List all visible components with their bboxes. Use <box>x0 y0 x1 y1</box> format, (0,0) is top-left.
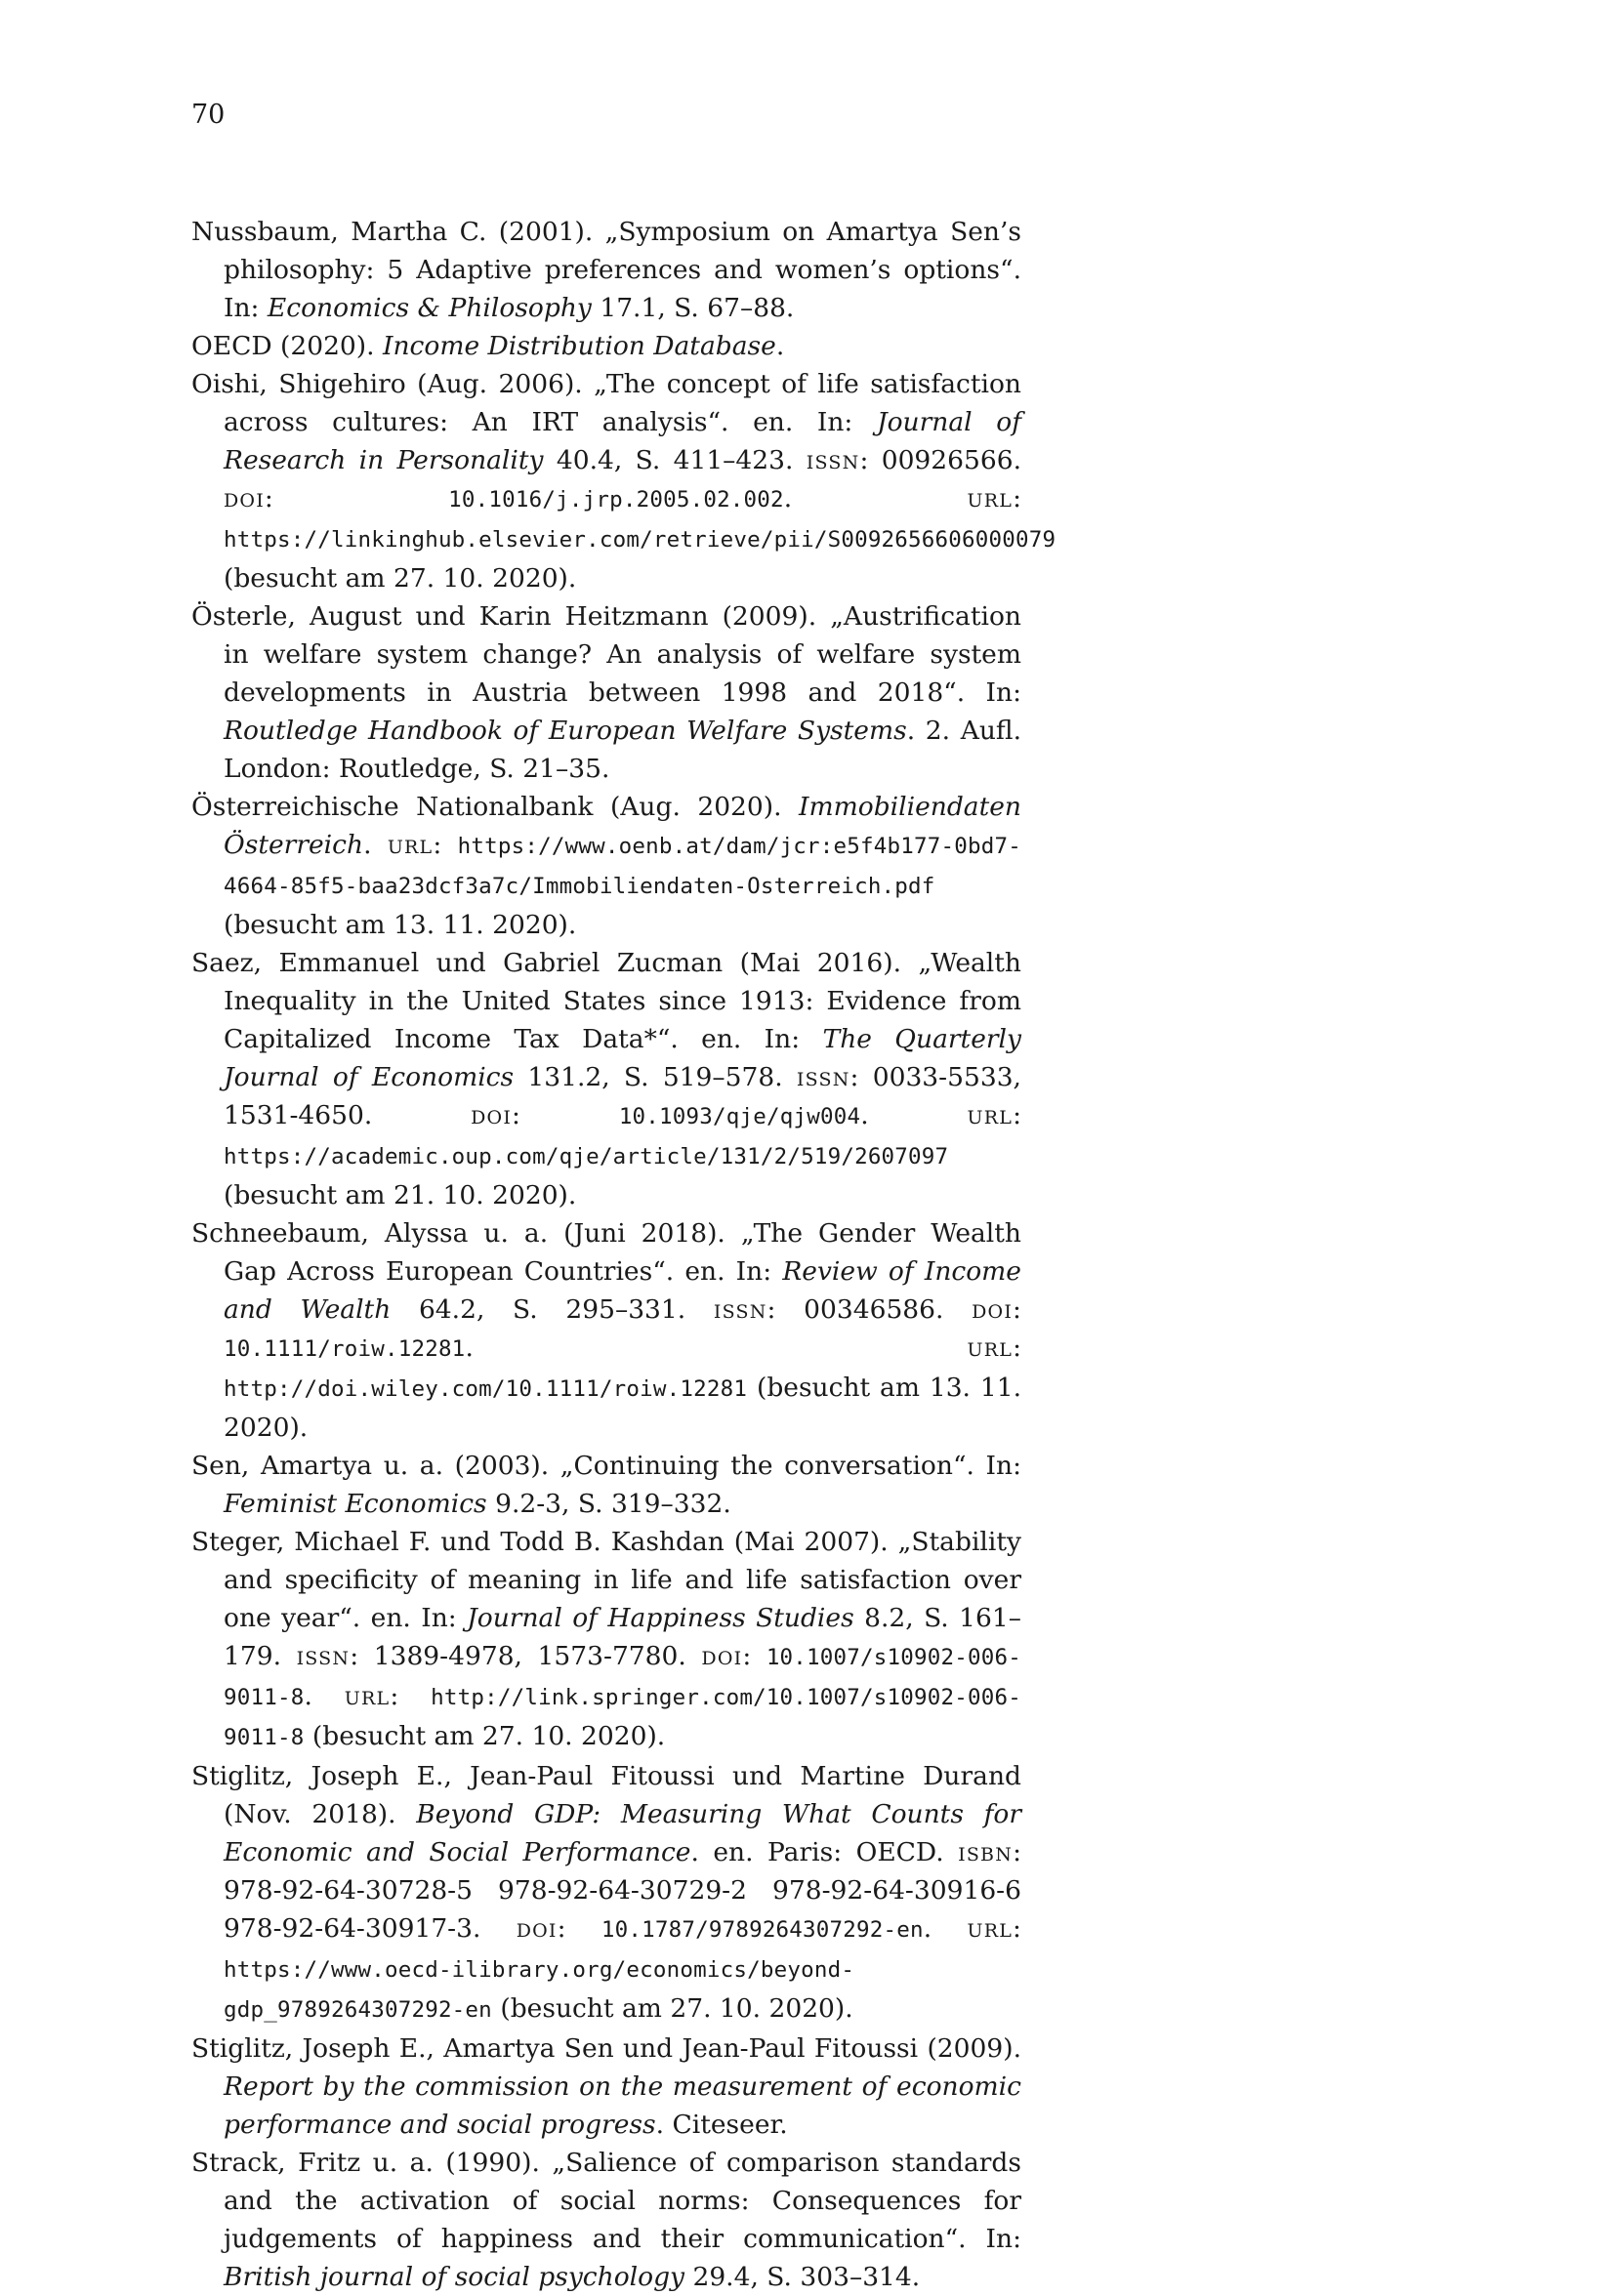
entry-tail: 40.4, S. 411–423. <box>543 445 807 475</box>
entry-text: Nussbaum, Martha C. (2001). „Symposium on Amartya Sen’s philosophy: 5 Adaptive preferences and women’s options“. In: <box>191 217 1021 323</box>
doi-label: doi <box>224 483 265 513</box>
doi-value: 10.1787/9789264307292-en <box>600 1917 924 1943</box>
issn-label: issn <box>713 1294 767 1325</box>
entry-text: Oishi, Shigehiro (Aug. 2006). „The concept of life satisfaction across cultures: An IRT analysis“. en. In: <box>191 369 1021 437</box>
entry-tail: 17.1, S. 67–88. <box>591 293 795 323</box>
page-number: 70 <box>191 100 226 130</box>
separator: : <box>433 830 458 860</box>
entry-journal: Report by the commission on the measurement of economic performance and social progress <box>224 2071 1021 2140</box>
entry-text: Strack, Fritz u. a. (1990). „Salience of comparison standards and the activation of social norms: Consequences for judgements of happiness and their communication“. In: <box>191 2148 1021 2254</box>
entry-text: Sen, Amartya u. a. (2003). „Continuing the conversation“. In: <box>191 1451 1021 1481</box>
entry-tail: . Citeseer. <box>655 2110 788 2140</box>
issn-value: : 00926566. <box>859 445 1022 475</box>
issn-label: issn <box>796 1062 850 1092</box>
url-label: url <box>344 1681 391 1711</box>
entry-tail: . 2. Aufl. London: Routledge, S. 21–35. <box>224 716 1021 784</box>
url-link[interactable]: http://link.springer.com/10.1007/s10902-006-9011-8 <box>224 1685 1021 1750</box>
entry-journal: The Quarterly Journal of Economics <box>224 1024 1022 1092</box>
entry-tail: 131.2, S. 519–578. <box>514 1062 797 1092</box>
entry-tail: 64.2, S. 295–331. <box>391 1294 714 1325</box>
entry-text: Steger, Michael F. und Todd B. Kashdan (Mai 2007). „Stability and specificity of meaning in life and life satisfaction over one year“. en. In: <box>191 1527 1021 1633</box>
entry-text: Stiglitz, Joseph E., Amartya Sen und Jean-Paul Fitoussi (2009). <box>191 2033 1021 2064</box>
issn-value: : 00346586. <box>766 1294 973 1325</box>
visited-date: (besucht am 21. 10. 2020). <box>224 1180 577 1210</box>
separator: : <box>557 1913 601 1944</box>
url-label: url <box>967 1100 1014 1130</box>
url-label: url <box>967 1332 1014 1363</box>
bib-entry-stiglitz-2009 <box>191 2030 1021 2144</box>
separator: : <box>1013 483 1021 513</box>
entry-journal: Beyond GDP: Measuring What Counts for Economic and Social Performance <box>224 1799 1022 1867</box>
issn-label: issn <box>806 445 860 475</box>
visited-date: (besucht am 13. 11. 2020). <box>224 1373 1021 1443</box>
visited-date: (besucht am 13. 11. 2020). <box>224 910 577 940</box>
separator: : <box>1013 1294 1021 1325</box>
entry-journal: Economics & Philosophy <box>267 293 592 323</box>
bib-entry-schneebaum: Schneebaum, Alyssa u. a. (Juni 2018). „The Gender Wealth Gap Across European Countries“. en. In: Review of Income and Wealth 64.2, S. 295–331. issn: 00346586. doi: 10.1111/roiw.12281. url: http://doi.wiley.com/10.1111/roiw.12281 (besucht am 13. 11. 2020). <box>191 1218 1021 1443</box>
url-link[interactable]: https://www.oenb.at/dam/jcr:e5f4b177-0bd7-4664-85f5-baa23dcf3a7c/Immobiliendaten-Osterreich.pdf <box>224 834 1021 899</box>
entry-text: Österreichische Nationalbank (Aug. 2020). <box>191 792 800 822</box>
entry-journal: Immobiliendaten Österreich <box>224 792 1021 860</box>
bib-entry-steger: Steger, Michael F. und Todd B. Kashdan (Mai 2007). „Stability and specificity of meaning in life and life satisfaction over one year“. en. In: Journal of Happiness Studies 8.2, S. 161–179. issn: 1389-4978, 1573-7780. doi: 10.1007/s10902-006-9011-8. url: http://link.springer.com/10.1007/s10902-006-9011-8 (besucht am 27. 10. 2020). <box>191 1527 1021 1751</box>
entry-tail: . <box>775 331 785 361</box>
entry-journal: British journal of social psychology <box>224 2262 685 2292</box>
entry-tail: 9.2-3, S. 319–332. <box>486 1489 731 1519</box>
entry-journal: Journal of Happiness Studies <box>467 1603 854 1633</box>
issn-value: : 1389-4978, 1573-7780. <box>350 1641 702 1671</box>
url-label: url <box>387 830 434 860</box>
url-link[interactable]: https://academic.oup.com/qje/article/131/2/519/2607097 <box>224 1144 949 1169</box>
issn-label: issn <box>296 1641 351 1671</box>
bib-entry-stiglitz-2018: Stiglitz, Joseph E., Jean-Paul Fitoussi und Martine Durand (Nov. 2018). Beyond GDP: Measuring What Counts for Economic and Social Performance. en. Paris: OECD. isbn: 978-92-64-30728-5 978-92-64-30729-2 978-92-64-30916-6 978-92-64-30917-3. doi: 10.1787/9789264307292-en. url: https://www.oecd-ilibrary.org/economics/beyond-gdp_9789264307292-en (besucht am 27. 10. 2020). <box>191 1761 1022 2024</box>
entry-journal: Feminist Economics <box>224 1489 487 1519</box>
url-link[interactable]: https://www.oecd-ilibrary.org/economics/beyond-gdp_9789264307292-en <box>224 1957 855 2023</box>
separator: : <box>390 1681 432 1711</box>
entry-journal: Routledge Handbook of European Welfare Systems <box>224 716 907 746</box>
doi-value: 10.1007/s10902-006-9011-8 <box>224 1645 1021 1710</box>
doi-value: 10.1016/j.jrp.2005.02.002 <box>448 487 784 512</box>
doi-value: 10.1093/qje/qjw004 <box>618 1104 861 1129</box>
bib-entry-oecd <box>191 327 1021 365</box>
entry-tail: 29.4, S. 303–314. <box>684 2262 921 2292</box>
doi-label: doi <box>701 1641 743 1671</box>
separator: : <box>742 1641 766 1671</box>
url-link[interactable]: https://linkinghub.elsevier.com/retrieve/pii/S0092656606000079 <box>224 527 1056 553</box>
entry-text: Saez, Emmanuel und Gabriel Zucman (Mai 2016). „Wealth Inequality in the United States since 1913: Evidence from Capitalized Income Tax Data*“. en. In: <box>191 948 1021 1054</box>
issn-value: : 0033-5533, 1531-4650. <box>224 1062 1021 1130</box>
bib-entry-nussbaum <box>191 213 1021 327</box>
entry-journal: Income Distribution Database <box>382 331 776 361</box>
bibliography <box>191 213 1056 2296</box>
entry-journal: Review of Income and Wealth <box>224 1256 1021 1325</box>
entry-text: OECD (2020). <box>191 331 383 361</box>
bib-entry-oishi: Oishi, Shigehiro (Aug. 2006). „The concept of life satisfaction across cultures: An IRT analysis“. en. In: Journal of Research in Personality 40.4, S. 411–423. issn: 00926566. doi: 10.1016/j.jrp.2005.02.002. url: https://linkinghub.elsevier.com/retrieve/pii/S0092656606000079 (besucht am 27. 10. 2020). <box>191 369 1056 594</box>
entry-journal: Journal of Research in Personality <box>224 407 1021 475</box>
entry-tail: 8.2, S. 161–179. <box>224 1603 1021 1671</box>
visited-date: (besucht am 27. 10. 2020). <box>491 1993 853 2024</box>
separator: : <box>1013 1100 1021 1130</box>
entry-text: Stiglitz, Joseph E., Jean-Paul Fitoussi und Martine Durand (Nov. 2018). <box>191 1761 1021 1829</box>
doi-label: doi <box>972 1294 1014 1325</box>
url-label: url <box>967 1913 1014 1944</box>
url-label: url <box>967 483 1014 513</box>
separator: : <box>512 1100 619 1130</box>
isbn-value: : 978-92-64-30728-5 978-92-64-30729-2 978-92-64-30916-6 978-92-64-30917-3. <box>224 1837 1021 1944</box>
doi-label: doi <box>516 1913 558 1944</box>
isbn-label: isbn <box>958 1837 1014 1867</box>
entry-text: Österle, August und Karin Heitzmann (2009). „Austrification in welfare system change? An analysis of welfare system developments in Austria between 1998 and 2018“. In: <box>191 601 1021 708</box>
bib-entry-saez: Saez, Emmanuel und Gabriel Zucman (Mai 2016). „Wealth Inequality in the United States since 1913: Evidence from Capitalized Income Tax Data*“. en. In: The Quarterly Journal of Economics 131.2, S. 519–578. issn: 0033-5533, 1531-4650. doi: 10.1093/qje/qjw004. url: https://academic.oup.com/qje/article/131/2/519/2607097 (besucht am 21. 10. 2020). <box>191 948 1022 1210</box>
entry-tail: . <box>363 830 388 860</box>
entry-text: Schneebaum, Alyssa u. a. (Juni 2018). „The Gender Wealth Gap Across European Countries“. en. In: <box>191 1218 1021 1287</box>
doi-label: doi <box>471 1100 513 1130</box>
bib-entry-sen <box>191 1447 1021 1523</box>
entry-tail: . en. Paris: OECD. <box>690 1837 959 1867</box>
doi-value: 10.1111/roiw.12281 <box>224 1336 466 1362</box>
separator: : <box>1013 1332 1021 1363</box>
visited-date: (besucht am 27. 10. 2020). <box>304 1721 666 1751</box>
bib-entry-strack <box>191 2144 1021 2296</box>
bib-entry-osterle <box>191 597 1021 788</box>
separator: : <box>1013 1913 1021 1944</box>
url-link[interactable]: http://doi.wiley.com/10.1111/roiw.12281 <box>224 1376 748 1402</box>
separator: : <box>264 483 449 513</box>
visited-date: (besucht am 27. 10. 2020). <box>224 563 577 594</box>
bib-entry-oenb <box>191 788 1021 944</box>
